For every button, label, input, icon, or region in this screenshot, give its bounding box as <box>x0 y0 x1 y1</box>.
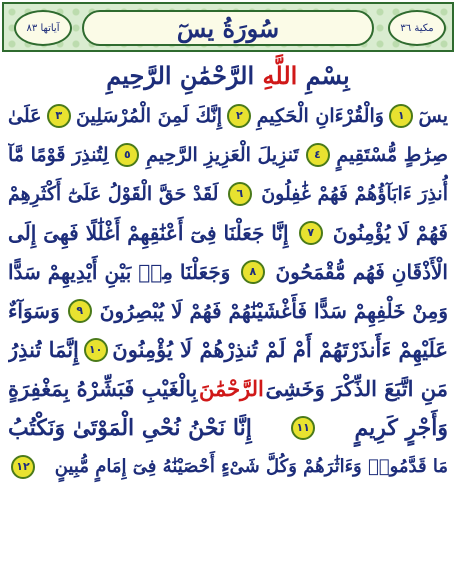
revelation-medallion <box>388 10 446 46</box>
verse-text: يسٓ <box>418 104 448 127</box>
verse-text: مَا قَدَّمُوا۟ وَءَاثَٰرَهُمْ وَكُلَّ شَىْءٍ أَحْصَيْنَٰهُ فِىٓ إِمَامٍ مُّبِينٍ <box>54 456 448 477</box>
ayah-number-marker: ١٠ <box>84 338 108 362</box>
verse-text: إِنَّكَ لَمِنَ الْمُرْسَلِينَ <box>76 104 223 127</box>
ayah-number-marker: ٦ <box>228 182 252 206</box>
verse-text: وَسَوَآءٌ <box>8 298 60 323</box>
surah-title: سُورَةُ يسٓ <box>176 13 280 43</box>
verse-text: تَنزِيلَ الْعَزِيزِ الرَّحِيمِ <box>146 143 299 166</box>
ayah-number-marker: ٨ <box>241 260 265 284</box>
verse-line <box>8 408 448 447</box>
verse-text: إِنَّا جَعَلْنَا فِىٓ أَعْنَٰقِهِمْ أَغْلَٰلًا فَهِىَ إِلَى <box>8 220 289 245</box>
divine-name-text: الرَّحْمَٰنَ <box>198 376 264 401</box>
verse-line <box>8 213 448 252</box>
basmala-part1: بِسْمِ <box>305 60 350 90</box>
verse-line <box>8 291 448 330</box>
verse-text: أُنذِرَ ءَابَآؤُهُمْ فَهُمْ غَٰفِلُونَ <box>261 182 448 205</box>
verse-text: وَمِنْ خَلْفِهِمْ سَدًّا فَأَغْشَيْنَٰهُمْ فَهُمْ لَا يُبْصِرُونَ <box>99 298 448 323</box>
verse-text: إِنَّمَا تُنذِرُ <box>8 337 79 362</box>
verse-line <box>8 252 448 291</box>
verse-text: بِالْغَيْبِ فَبَشِّرْهُ بِمَغْفِرَةٍ <box>8 376 198 401</box>
surah-title-cartouche <box>82 10 374 46</box>
ayah-number-marker: ٣ <box>47 104 71 128</box>
ayah-number-marker: ١٢ <box>11 455 35 479</box>
verse-line <box>8 447 448 486</box>
verse-text: وَجَعَلْنَا مِنۢ بَيْنِ أَيْدِيهِمْ سَدًّا <box>8 259 231 284</box>
verse-text: لَقَدْ حَقَّ الْقَوْلُ عَلَىٰٓ أَكْثَرِهِمْ <box>8 182 219 205</box>
basmala-allah: اللَّهِ <box>262 60 298 90</box>
basmala <box>0 56 456 94</box>
verse-text: وَالْقُرْءَانِ الْحَكِيمِ <box>256 104 384 127</box>
basmala-part2: الرَّحْمَٰنِ الرَّحِيمِ <box>106 60 255 90</box>
surah-header <box>2 2 454 52</box>
verse-text: إِنَّا نَحْنُ نُحْىِ الْمَوْتَىٰ وَنَكْتُبُ <box>8 414 252 441</box>
verse-text: فَهُمْ لَا يُؤْمِنُونَ <box>332 220 448 245</box>
verse-line <box>8 135 448 174</box>
verse-line <box>8 369 448 408</box>
verse-text: لِتُنذِرَ قَوْمًا مَّآ <box>8 143 109 166</box>
ayah-number-marker: ٤ <box>306 143 330 167</box>
verse-text: الْأَذْقَانِ فَهُم مُّقْمَحُونَ <box>275 259 448 284</box>
verse-line <box>8 330 448 369</box>
verse-text: وَأَجْرٍ كَرِيمٍ <box>354 414 448 441</box>
ayah-number-marker: ١١ <box>291 416 315 440</box>
verse-line <box>8 96 448 135</box>
ayah-number-marker: ١ <box>389 104 413 128</box>
ayah-number-marker: ٢ <box>227 104 251 128</box>
verse-line <box>8 174 448 213</box>
ayah-number-marker: ٧ <box>299 221 323 245</box>
verse-text: عَلَىٰ <box>8 104 42 127</box>
verse-text: صِرَٰطٍ مُّسْتَقِيمٍ <box>336 143 448 166</box>
verse-text: مَنِ اتَّبَعَ الذِّكْرَ وَخَشِىَ <box>265 376 448 401</box>
ayah-count-medallion <box>14 10 72 46</box>
ayah-number-marker: ٥ <box>115 143 139 167</box>
ayah-count-label: آياتها ٨٣ <box>26 22 60 34</box>
verse-lines <box>8 96 448 486</box>
verse-text: عَلَيْهِمْ ءَأَنذَرْتَهُمْ أَمْ لَمْ تُنذِرْهُمْ لَا يُؤْمِنُونَ <box>112 337 448 362</box>
ayah-number-marker: ٩ <box>68 299 92 323</box>
revelation-label: مكية ٣٦ <box>400 22 434 34</box>
